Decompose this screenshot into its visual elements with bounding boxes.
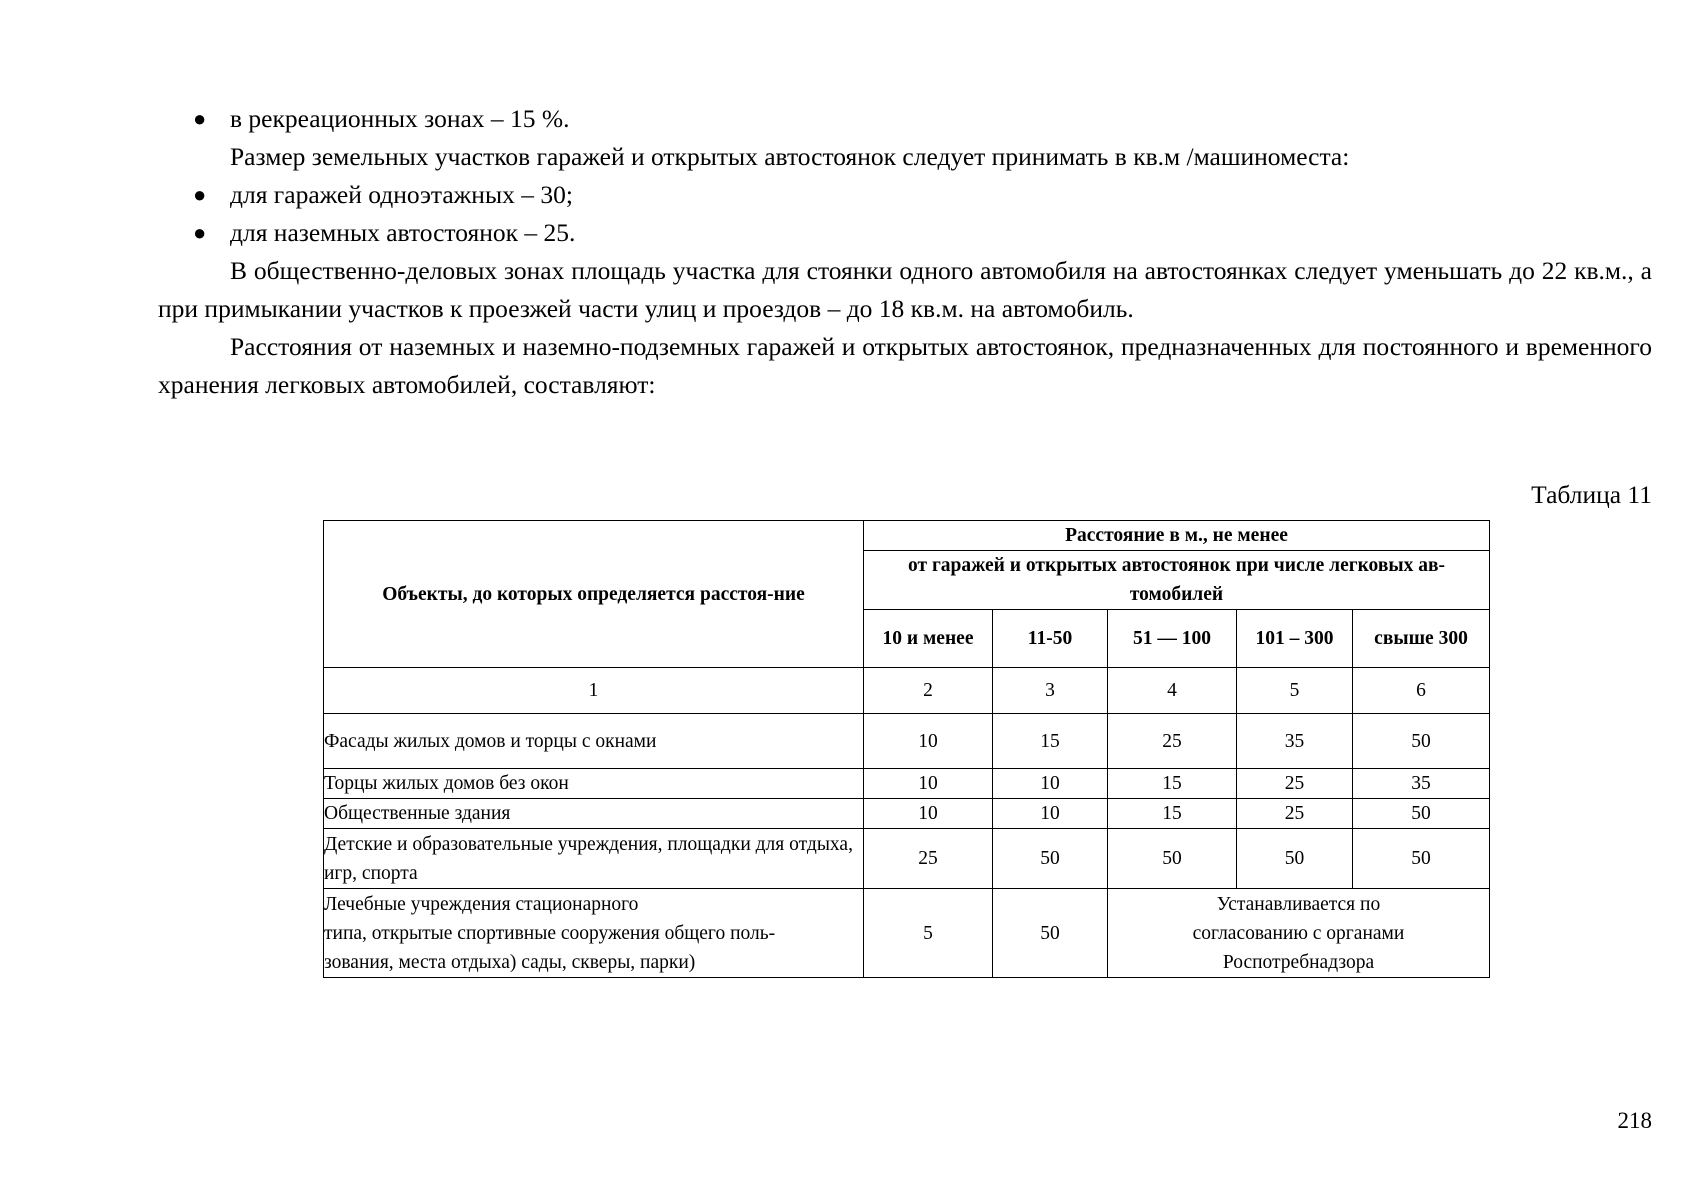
object-cell (324, 889, 864, 978)
object-cell: Общественные здания (324, 799, 864, 829)
numbering-row (324, 668, 1490, 714)
value-cell: 50 (1353, 829, 1490, 889)
bullet-text: для гаражей одноэтажных – 30; (230, 180, 573, 209)
object-cell: Детские и образовательные учреждения, площадки для отдыха, игр, спорта (324, 829, 864, 889)
value-cell: 10 (993, 799, 1108, 829)
table-row (324, 769, 1490, 799)
value-cell: 50 (1108, 829, 1237, 889)
bullet-icon: ● (193, 106, 207, 131)
table-row (324, 829, 1490, 889)
column-number: 5 (1237, 668, 1353, 714)
table-caption: Таблица 11 (1531, 480, 1652, 509)
merged-value-cell (1108, 889, 1490, 978)
value-cell: 15 (1108, 799, 1237, 829)
table-header-row (324, 521, 1490, 551)
bullet-text: в рекреационных зонах – 15 %. (230, 104, 570, 133)
value-cell: 50 (1237, 829, 1353, 889)
value-cell: 25 (1237, 769, 1353, 799)
merged-line: согласованию с органами (1192, 922, 1405, 944)
value-cell: 10 (993, 769, 1108, 799)
value-cell: 35 (1237, 714, 1353, 769)
object-line: Лечебные учреждения стационарного (324, 893, 639, 915)
value-cell: 50 (1353, 714, 1490, 769)
column-header: 51 — 100 (1108, 610, 1237, 668)
value-cell: 50 (1353, 799, 1490, 829)
distance-table (323, 520, 1490, 978)
merged-line: Роспотребнадзора (1222, 951, 1375, 973)
column-number: 6 (1353, 668, 1490, 714)
column-number: 2 (864, 668, 993, 714)
header-objects: Объекты, до которых определяется расстоя-ние (324, 521, 864, 668)
value-cell: 50 (993, 829, 1108, 889)
bullet-item (158, 214, 1652, 252)
value-cell: 25 (1237, 799, 1353, 829)
header-subtitle: от гаражей и открытых автостоянок при числе легковых ав-томобилей (864, 551, 1490, 610)
body-text (158, 100, 1652, 404)
bullet-text: для наземных автостоянок – 25. (230, 218, 576, 247)
page-number: 218 (1617, 1108, 1652, 1133)
paragraph: Размер земельных участков гаражей и открытых автостоянок следует принимать в кв.м /машиноместа: (230, 142, 1350, 171)
column-header: 11-50 (993, 610, 1108, 668)
bullet-item (158, 100, 1652, 138)
merged-line: Устанавливается по (1216, 893, 1381, 915)
value-cell: 50 (993, 889, 1108, 978)
column-header: 101 – 300 (1237, 610, 1353, 668)
object-line: типа, открытые спортивные сооружения общего поль- (324, 922, 776, 944)
table-row (324, 714, 1490, 769)
value-cell: 25 (1108, 714, 1237, 769)
value-cell: 15 (1108, 769, 1237, 799)
paragraph: Расстояния от наземных и наземно-подземных гаражей и открытых автостоянок, предназначенных для постоянного и временного хранения легковых автомобилей, составляют: (158, 332, 1652, 399)
value-cell: 25 (864, 829, 993, 889)
table-row (324, 799, 1490, 829)
bullet-icon: ● (193, 182, 207, 207)
value-cell: 15 (993, 714, 1108, 769)
column-number: 1 (324, 668, 864, 714)
header-distance: Расстояние в м., не менее (864, 521, 1490, 551)
column-header: свыше 300 (1353, 610, 1490, 668)
value-cell: 10 (864, 769, 993, 799)
value-cell: 10 (864, 714, 993, 769)
value-cell: 35 (1353, 769, 1490, 799)
table-row (324, 889, 1490, 978)
bullet-icon: ● (193, 220, 207, 245)
value-cell: 10 (864, 799, 993, 829)
column-number: 3 (993, 668, 1108, 714)
object-line: зования, места отдыха) сады, скверы, парки) (324, 951, 696, 973)
paragraph: В общественно-деловых зонах площадь участка для стоянки одного автомобиля на автостоянках следует уменьшать до 22 кв.м., а при примыкании участков к проезжей части улиц и проездов – до 18 кв.м. на автомобиль. (158, 256, 1652, 323)
bullet-item (158, 176, 1652, 214)
object-cell: Торцы жилых домов без окон (324, 769, 864, 799)
object-cell: Фасады жилых домов и торцы с окнами (324, 714, 864, 769)
column-header: 10 и менее (864, 610, 993, 668)
column-number: 4 (1108, 668, 1237, 714)
value-cell: 5 (864, 889, 993, 978)
